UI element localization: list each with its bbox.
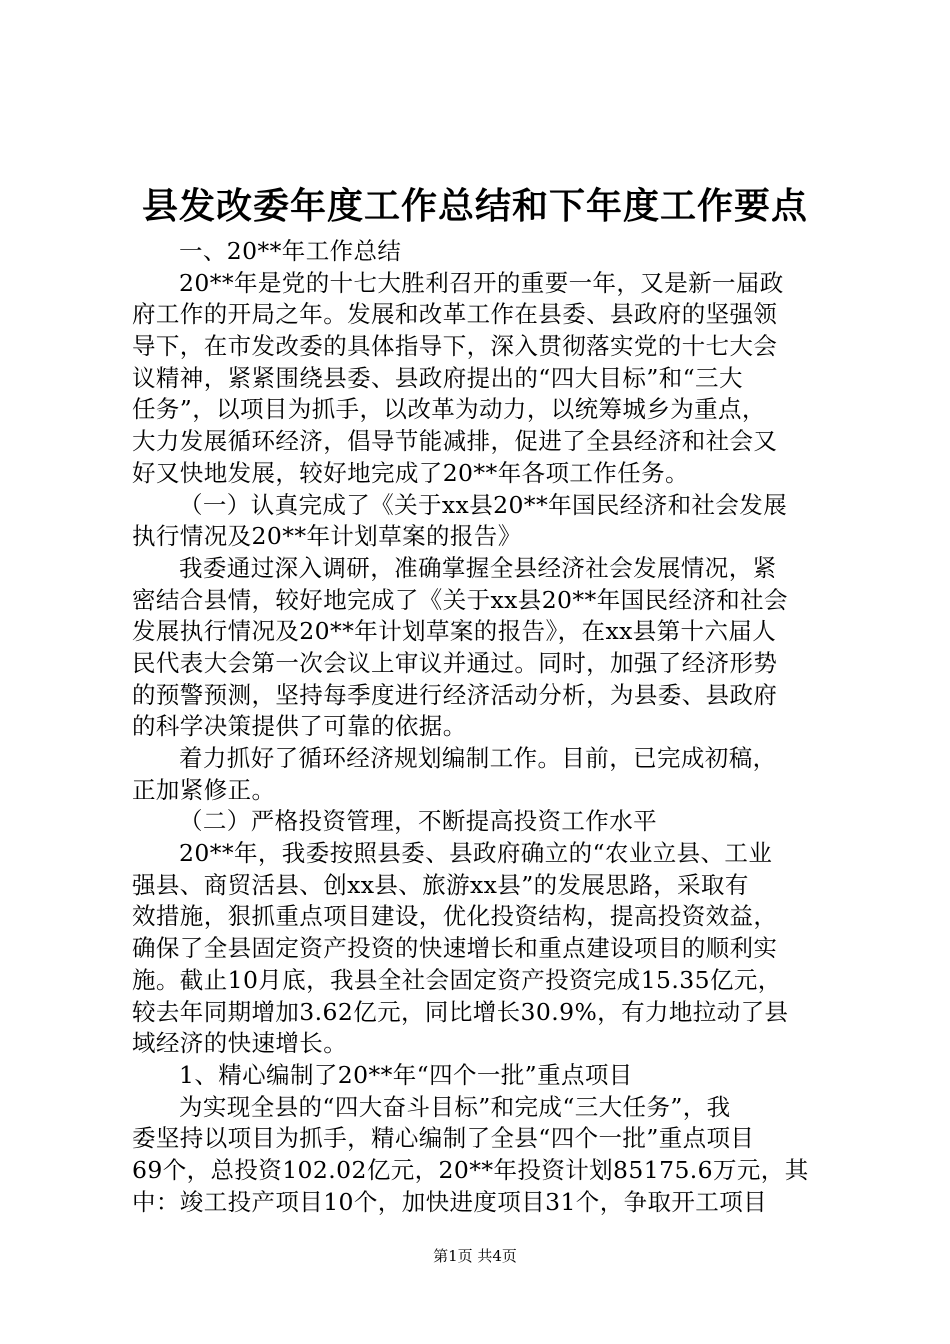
text-line: 施。截止10月底，我县全社会固定资产投资完成15.35亿元， [132,965,782,994]
text-line: 20**年，我委按照县委、县政府确立的“农业立县、工业 [179,839,773,868]
text-line: 任务”，以项目为抓手，以改革为动力，以统筹城乡为重点， [132,395,766,424]
text-line: 的预警预测，坚持每季度进行经济活动分析，为县委、县政府 [132,680,778,709]
text-line: 大力发展循环经济，倡导节能减排，促进了全县经济和社会又 [132,427,778,456]
document-title: 县发改委年度工作总结和下年度工作要点 [141,186,808,227]
page-footer: 第1页 共4页 [433,1247,517,1265]
text-line: （一）认真完成了《关于xx县20**年国民经济和社会发展 [179,490,788,519]
text-line: 较去年同期增加3.62亿元，同比增长30.9%，有力地拉动了县 [132,997,789,1026]
text-line: 发展执行情况及20**年计划草案的报告》，在xx县第十六届人 [132,617,777,646]
text-line: 我委通过深入调研，准确掌握全县经济社会发展情况，紧 [179,553,777,582]
text-line: 69个，总投资102.02亿元，20**年投资计划85175.6万元，其 [132,1155,809,1184]
text-line: 正加紧修正。 [132,775,276,804]
text-line: 议精神，紧紧围绕县委、县政府提出的“四大目标”和“三大 [132,363,743,392]
text-line: 域经济的快速增长。 [132,1029,348,1058]
text-line: （二）严格投资管理，不断提高投资工作水平 [179,807,657,836]
text-line: 委坚持以项目为抓手，精心编制了全县“四个一批”重点项目 [132,1124,755,1153]
text-line: 确保了全县固定资产投资的快速增长和重点建设项目的顺利实 [132,934,778,963]
text-line: 的科学决策提供了可靠的依据。 [132,712,467,741]
text-line: 执行情况及20**年计划草案的报告》 [132,522,522,551]
text-line: 效措施，狠抓重点项目建设，优化投资结构，提高投资效益， [132,902,778,931]
text-line: 中：竣工投产项目10个，加快进度项目31个，争取开工项目 [132,1187,768,1216]
text-line: 为实现全县的“四大奋斗目标”和完成“三大任务”，我 [179,1092,731,1121]
text-line: 好又快地发展，较好地完成了20**年各项工作任务。 [132,458,689,487]
text-line: 着力抓好了循环经济规划编制工作。目前，已完成初稿， [179,744,777,772]
text-line: 导下，在市发改委的具体指导下，深入贯彻落实党的十七大会 [132,332,778,361]
text-line: 一、20**年工作总结 [179,237,402,265]
text-line: 20**年是党的十七大胜利召开的重要一年，又是新一届政 [179,268,784,297]
text-line: 强县、商贸活县、创xx县、旅游xx县”的发展思路，采取有 [132,870,749,899]
text-line: 府工作的开局之年。发展和改革工作在县委、县政府的坚强领 [132,300,778,329]
text-line: 密结合县情，较好地完成了《关于xx县20**年国民经济和社会 [132,585,788,614]
text-line: 1、精心编制了20**年“四个一批”重点项目 [179,1060,633,1089]
document-body [132,236,832,1218]
text-line: 民代表大会第一次会议上审议并通过。同时，加强了经济形势 [132,648,778,677]
